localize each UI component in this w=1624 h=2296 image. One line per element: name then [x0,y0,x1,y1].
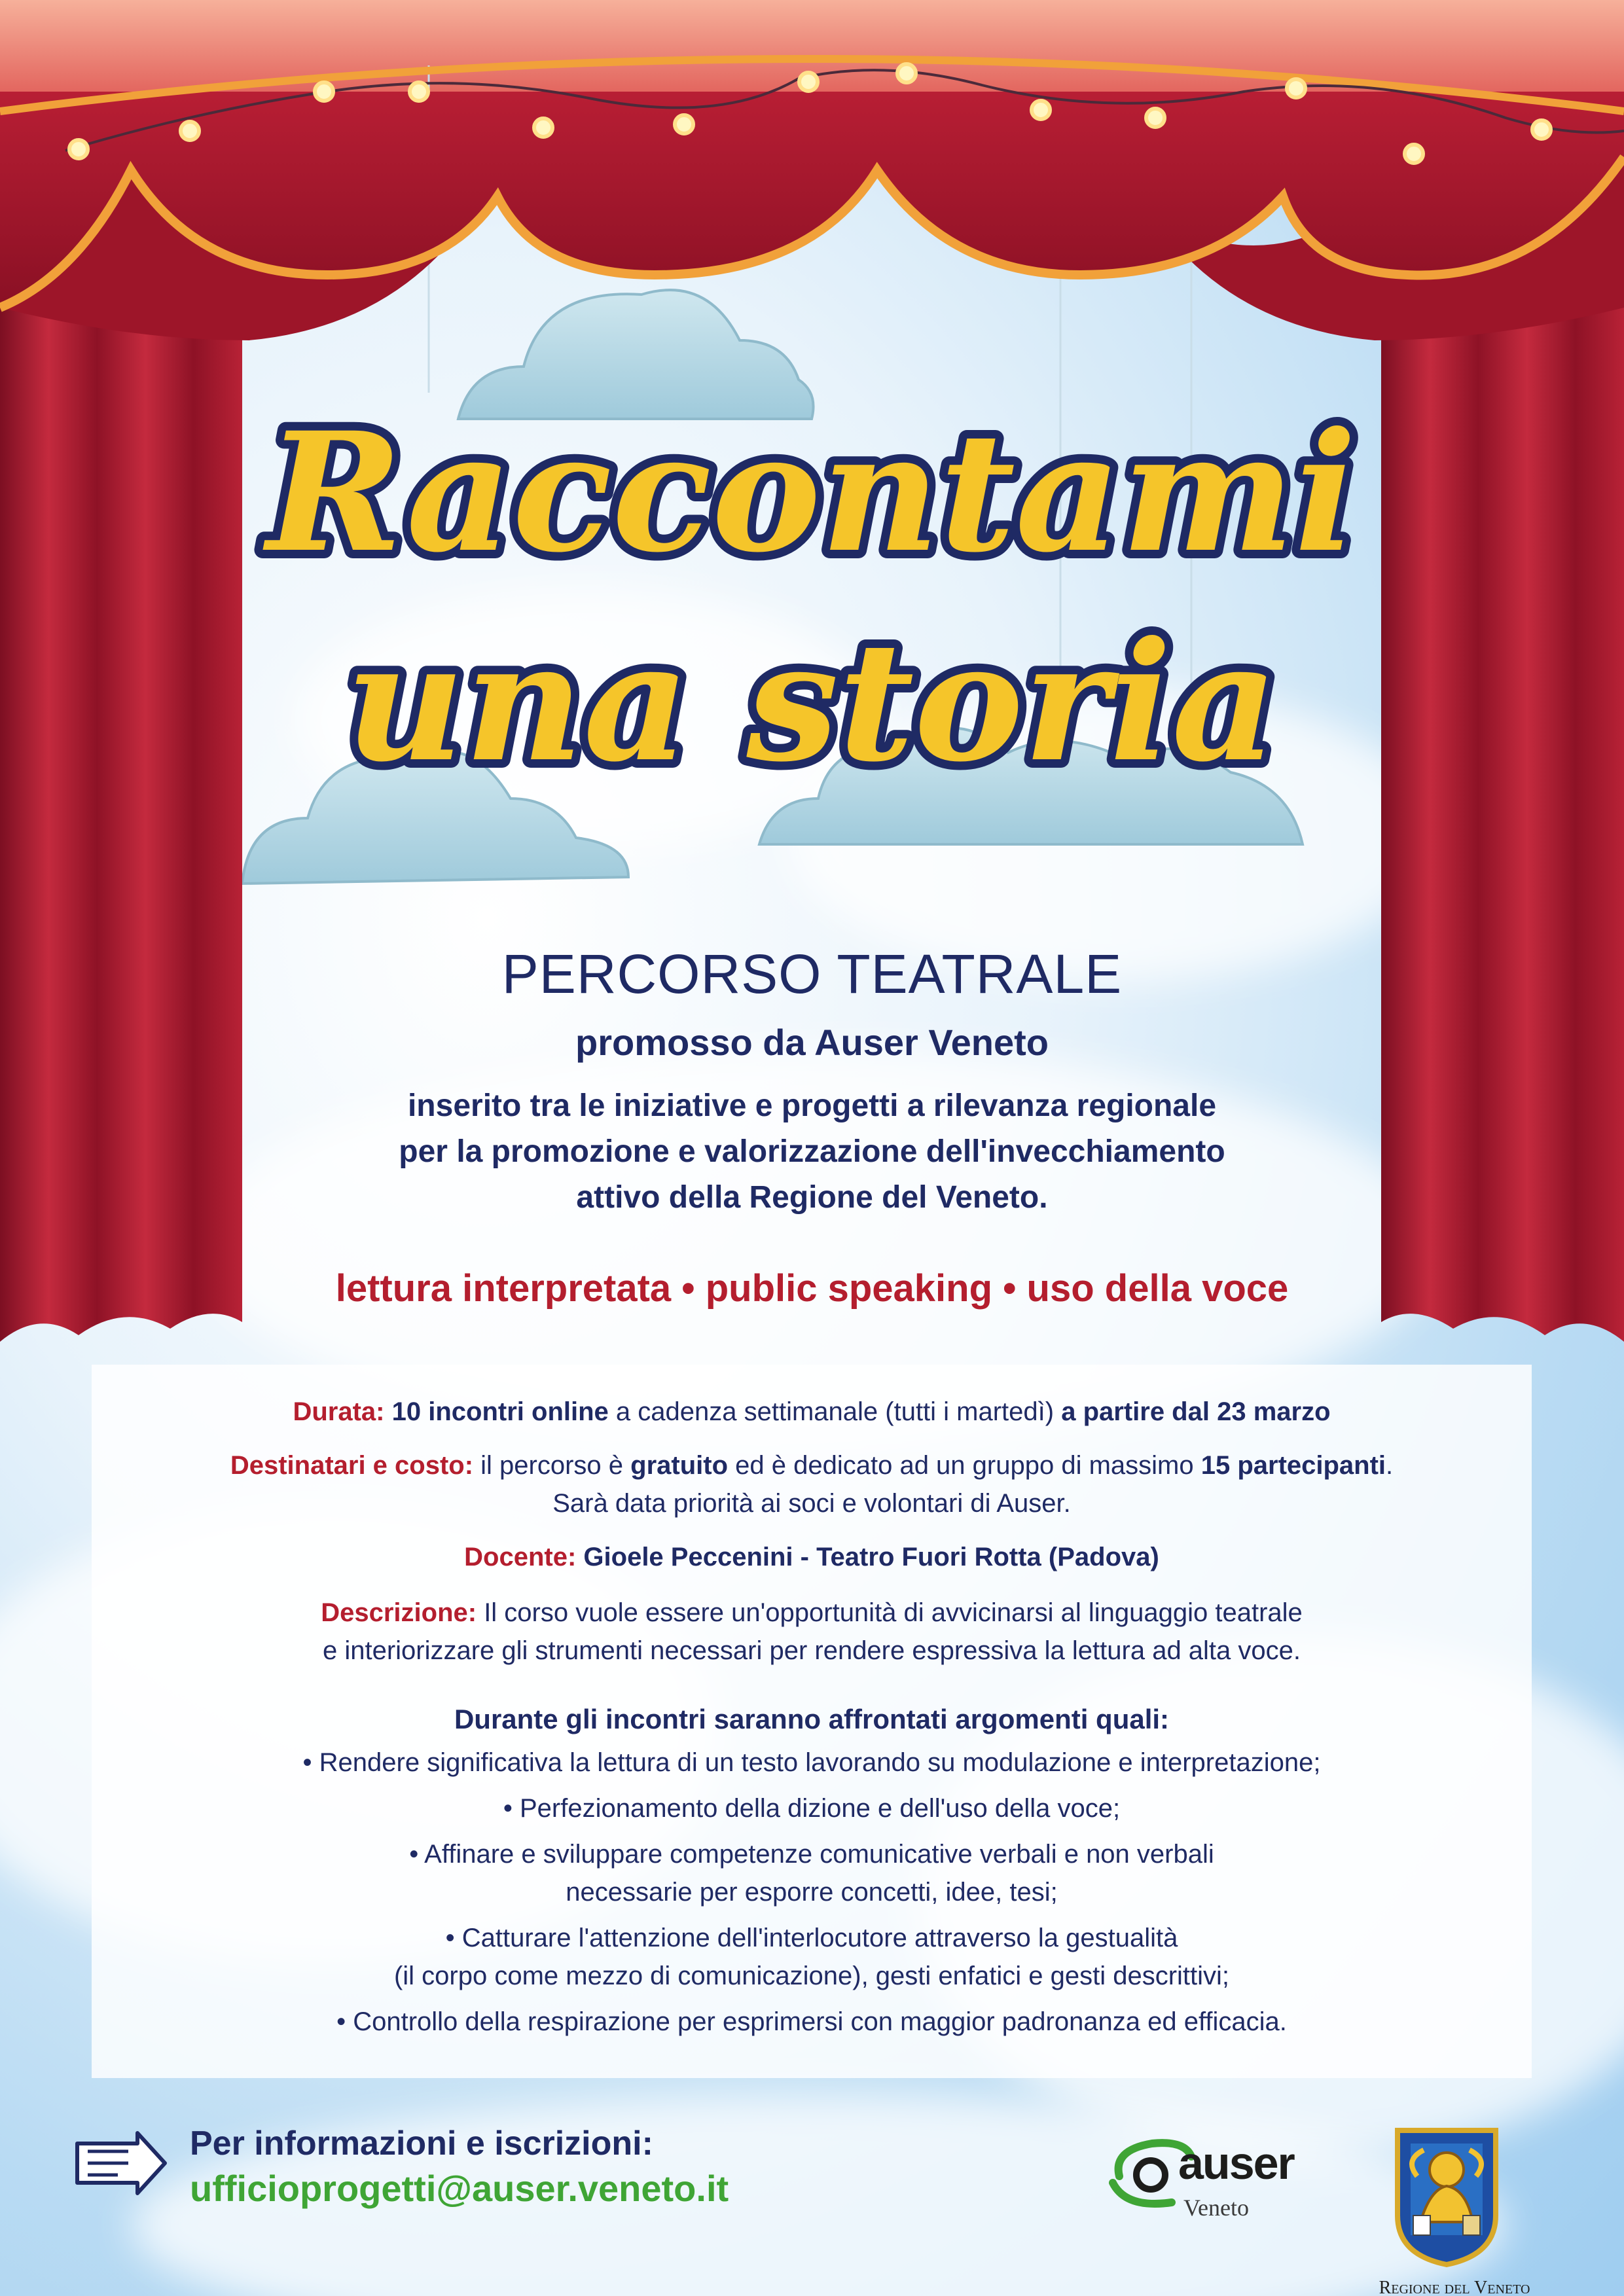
destinatari-label: Destinatari e costo: [230,1451,474,1480]
title-line-2: una storia [345,605,1278,798]
descrizione-row [92,1594,1532,1670]
auser-logo-name: auser [1178,2138,1294,2189]
descrizione-label: Descrizione: [321,1598,477,1627]
lion-of-st-mark-icon [1391,2124,1502,2268]
intro-line: per la promozione e valorizzazione dell'invecchiamento [399,1134,1225,1169]
topic-item: • Catturare l'attenzione dell'interlocutore attraverso la gestualità [445,1924,1178,1952]
intro-line: inserito tra le iniziative e progetti a rilevanza regionale [407,1088,1217,1123]
destinatari-text: . [1386,1451,1394,1480]
topic-item-continued: (il corpo come mezzo di comunicazione), gesti enfatici e gesti descrittivi; [393,1962,1230,1990]
descrizione-text: e interiorizzare gli strumenti necessari per rendere espressiva la lettura ad alta voce. [322,1636,1301,1665]
durata-text: a cadenza settimanale (tutti i martedì) [608,1397,1062,1426]
intro-paragraph [0,1083,1624,1221]
durata-label: Durata: [293,1397,385,1426]
contact-title: Per informazioni e iscrizioni: [190,2125,653,2162]
topics-list [92,1700,1532,2041]
docente-row [92,1538,1532,1576]
topic-item: • Controllo della respirazione per esprimersi con maggior padronanza ed efficacia. [336,2007,1287,2036]
durata-value: 10 incontri online [391,1397,609,1426]
course-heading: PERCORSO TEATRALE [501,943,1123,1005]
descrizione-text: Il corso vuole essere un'opportunità di avvicinarsi al linguaggio teatrale [477,1598,1303,1627]
docente-label: Docente: [464,1543,577,1571]
topic-item-continued: necessarie per esporre concetti, idee, tesi; [566,1878,1058,1907]
title-line-1: Raccontami [266,396,1357,588]
arrow-envelope-icon [72,2130,170,2202]
durata-row [92,1393,1532,1431]
docente-value: Gioele Peccenini - Teatro Fuori Rotta (Padova) [576,1543,1159,1571]
durata-start: a partire dal 23 marzo [1061,1397,1331,1426]
priority-line: Sarà data priorità ai soci e volontari di Auser. [552,1489,1071,1518]
cost-value: gratuito [630,1451,729,1480]
auser-logo-sub: Veneto [1183,2195,1249,2221]
course-tags: lettura interpretata • public speaking • uso della voce [335,1267,1289,1310]
destinatari-row [92,1446,1532,1522]
topic-item: • Rendere significativa la lettura di un testo lavorando su modulazione e interpretazione; [302,1748,1321,1777]
promoter-line: promosso da Auser Veneto [575,1022,1049,1063]
topic-item: • Affinare e sviluppare competenze comunicative verbali e non verbali [409,1840,1214,1869]
contact-email[interactable]: ufficioprogetti@auser.veneto.it [190,2168,729,2209]
destinatari-text: ed è dedicato ad un gruppo di massimo [728,1451,1201,1480]
topic-item: • Perfezionamento della dizione e dell'uso della voce; [503,1794,1121,1823]
script-title [105,373,1519,831]
contact-block [190,2124,729,2210]
destinatari-text: il percorso è [473,1451,631,1480]
topics-title: Durante gli incontri saranno affrontati argomenti quali: [454,1704,1170,1734]
regione-logo-name: Regione del Veneto [1379,2278,1530,2296]
participants-value: 15 partecipanti [1200,1451,1386,1480]
intro-line: attivo della Regione del Veneto. [576,1180,1048,1215]
